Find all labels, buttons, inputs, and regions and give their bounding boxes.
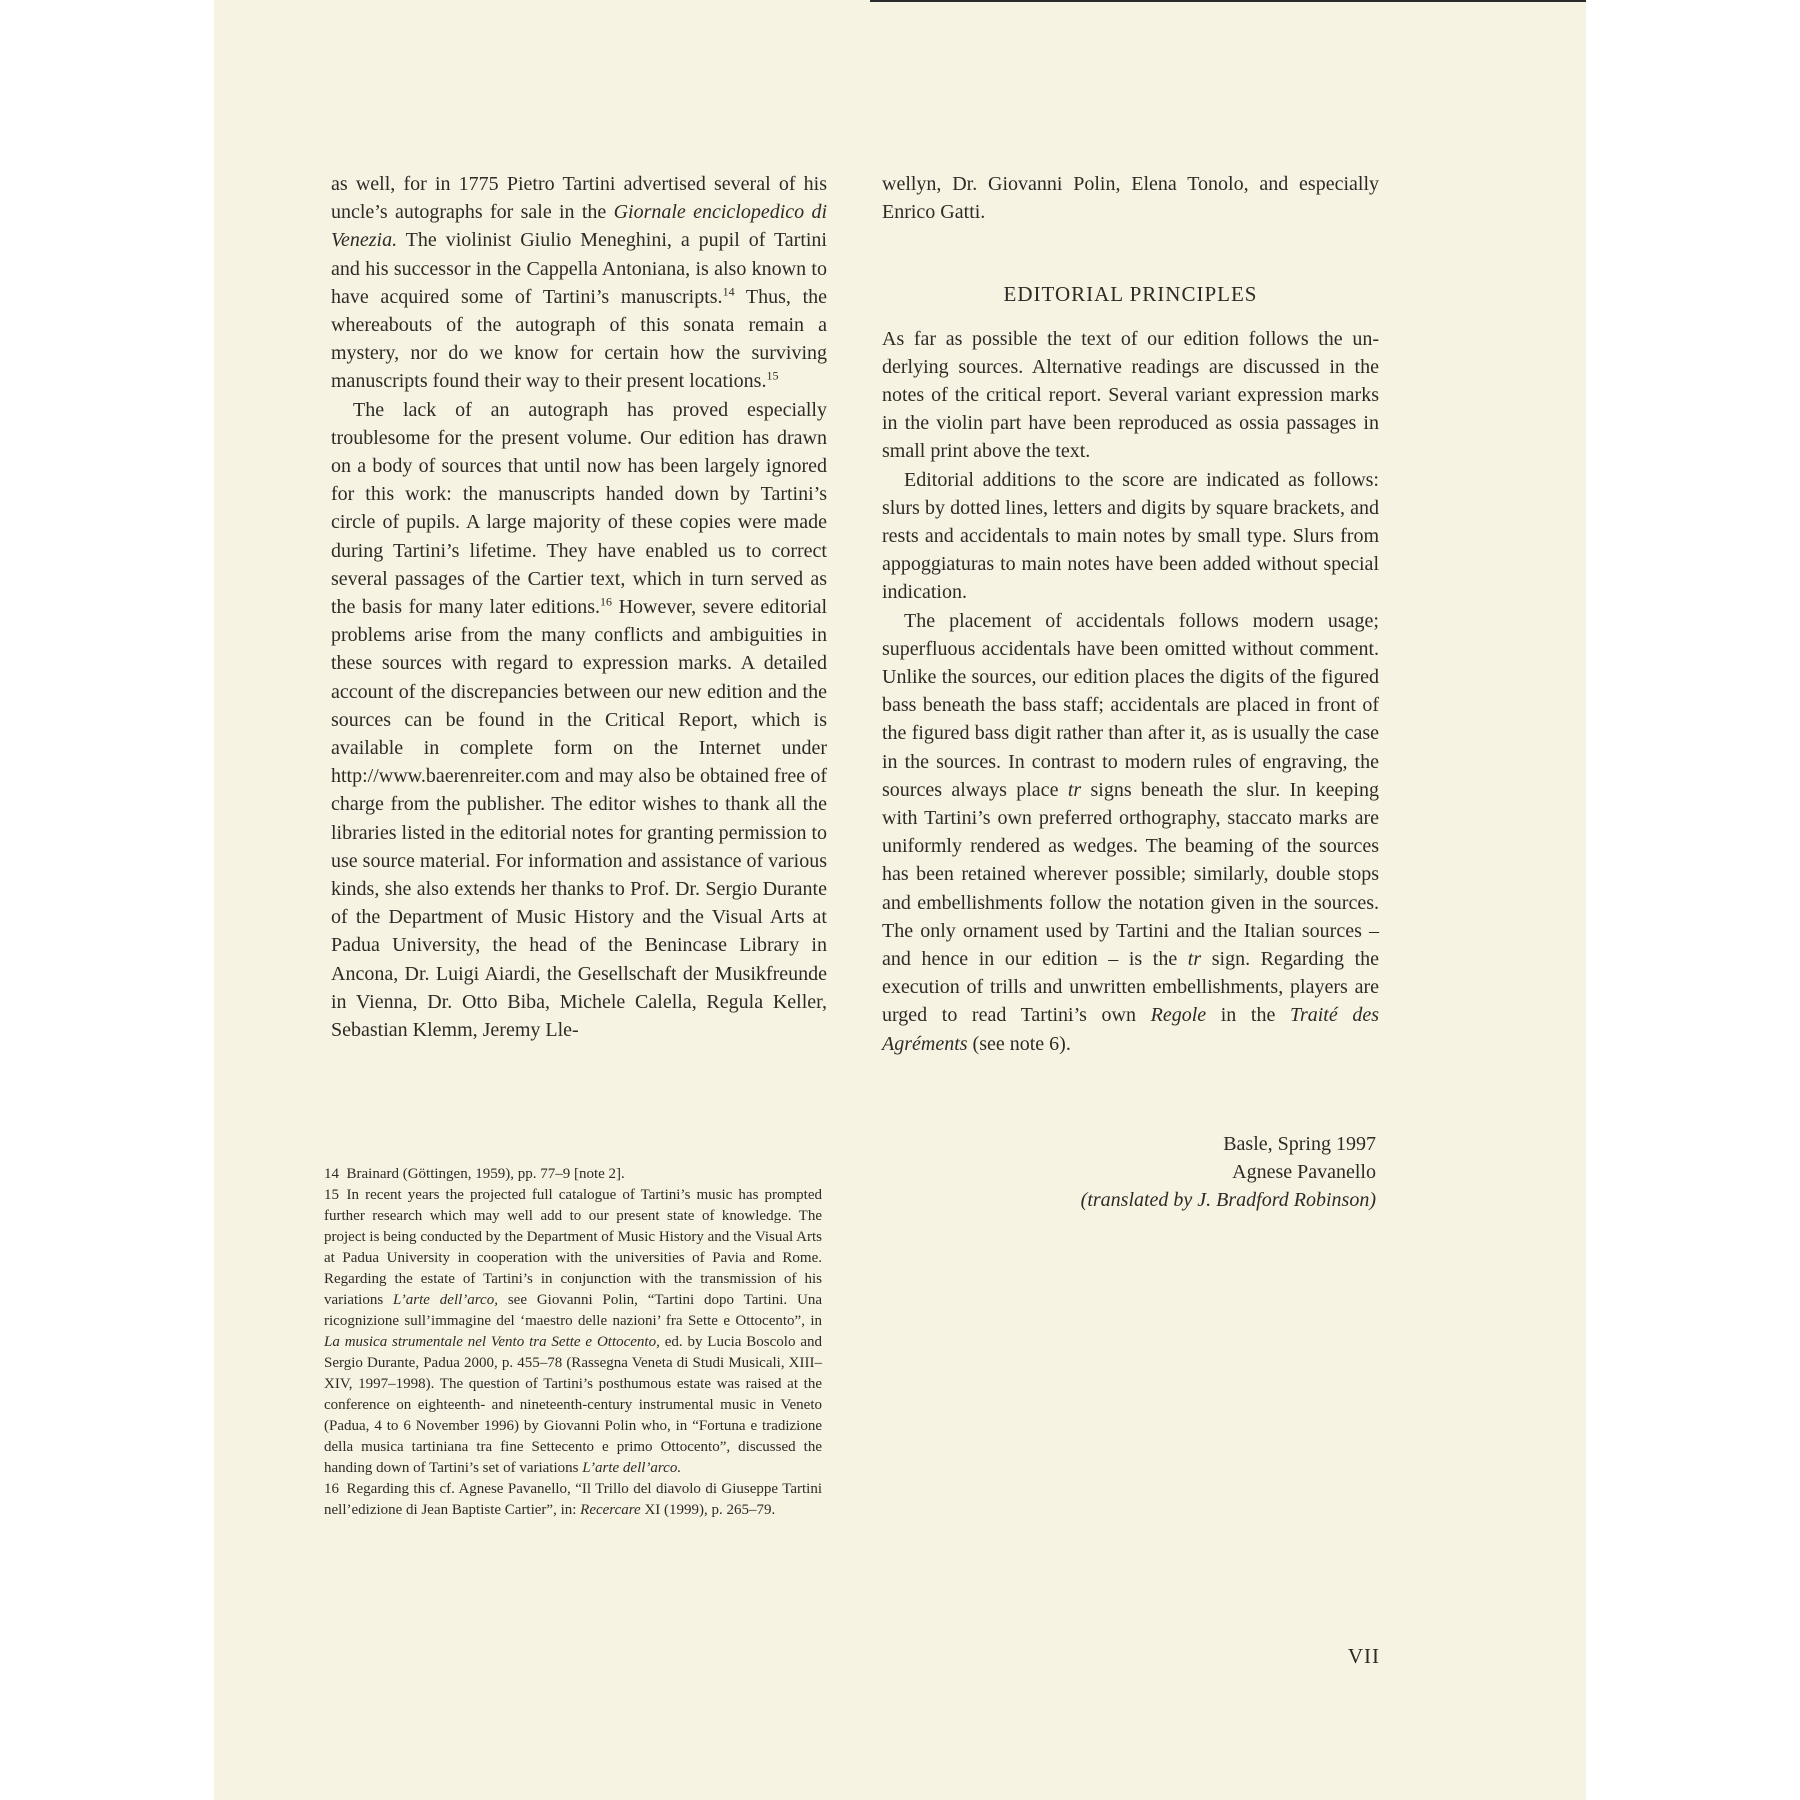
- paragraph: Editorial additions to the score are indicated as follows: slurs by dotted lines, letters and digits by square brackets, and rests and accidentals to main notes by small type. Slurs from appoggiaturas to main notes have been added without special indication.: [882, 468, 1379, 604]
- footnote-ref-14: 14: [722, 284, 735, 299]
- paragraph: as well, for in 1775 Pietro Tartini advertised several of his uncle’s autographs for sale in the Giornale enciclopedico di Venezia. The violinist Giulio Meneghini, a pupil of Tartini and his successor in the Cappella Antoniana, is also known to have acquired some of Tartini’s manuscripts.$^{14}$ Thus, the whereabouts of the autograph of this sonata remain a mystery, nor do we know for certain how the surviving manuscripts found their way to their present locations.$^{15}$: [331, 173, 828, 393]
- paragraph: wellyn, Dr. Giovanni Polin, Elena Tonolo, and especially Enrico Gatti.: [882, 173, 1379, 224]
- left-text-column: [331, 170, 827, 1044]
- author-name: Agnese Pavanello: [1232, 1161, 1376, 1184]
- top-edge-rule: [870, 0, 1586, 2]
- paragraph: The lack of an autograph has proved especially troublesome for the present volume. Our edition has drawn on a body of sources that until now has been largely ignored for this work: the manuscripts handed down by Tartini’s circle of pupils. A large majority of these copies were made during Tartini’s lifetime. They have enabled us to correct several passages of the Cartier text, which in turn served as the basis for many later editions.$^{16}$ However, severe editorial problems arise from the many conflicts and ambiguities in these sources with regard to expression marks. A detailed account of the discrepancies between our new edition and the sources can be found in the Critical Report, which is available in complete form on the Internet under http://www.baerenreiter.com and may also be obtained free of charge from the publisher. The editor wishes to thank all the libraries listed in the editorial notes for granting permission to use source material. For information and assistance of various kinds, she also extends her thanks to Prof. Dr. Sergio Durante of the Department of Music History and the Visual Arts at Padua University, the head of the Benincase Library in Ancona, Dr. Luigi Aiardi, the Gesellschaft der Musikfreunde in Vienna, Dr. Otto Biba, Michele Calella, Regula Keller, Sebastian Klemm, Jeremy Lle-: [331, 398, 828, 1042]
- place-date: Basle, Spring 1997: [1223, 1133, 1376, 1155]
- paragraph: As far as possible the text of our edition follows the underlying sources. Alternative readings are discussed in the notes of the critical report. Several variant expression marks in the violin part have been reproduced as ossia passages in small print above the text.: [882, 327, 1379, 463]
- footnote-14: 14 Brainard (Göttingen, 1959), pp. 77–9 [note 2].: [324, 1166, 625, 1182]
- italic-title: Giornale enciclopedico di Venezia.: [331, 201, 827, 252]
- paragraph: The placement of accidentals follows modern usage; superfluous accidentals have been omitted without comment. Unlike the sources, our edition places the digits of the figured bass beneath the bass staff; accidentals are placed in front of the figured bass digit rather than after it, as is usually the case in the sources. In contrast to modern rules of engraving, the sources always place tr signs beneath the slur. In keeping with Tartini’s own preferred orthography, staccato marks are uniformly rendered as wedges. The beaming of the sources has been retained wherever possible; similarly, double stops and embellishments follow the notation given in the sources. The only ornament used by Tartini and the Italian sources – and hence in our edition – is the tr sign. Regarding the execution of trills and unwritten embellishments, players are urged to read Tartini’s own Regole in the Traité des Agréments (see note 6).: [882, 609, 1380, 1055]
- footnote-ref-15: 15: [766, 368, 779, 383]
- footnotes: [324, 1164, 822, 1521]
- footnote-15: 15 In recent years the projected full catalogue of Tartini’s music has prompted further research which may well add to our present state of knowledge. The project is being conducted by the Department of Music History and the Visual Arts at Padua University in cooperation with the universities of Pavia and Rome. Regarding the estate of Tartini’s in conjunction with the transmission of his variations L’arte dell’arco, see Giovanni Polin, “Tartini dopo Tartini. Una ricognizione sull’immagine del ‘maestro delle nazioni’ fra Sette e Ottocento”, in La musica strumentale nel Vento tra Sette e Ottocento, ed. by Lucia Boscolo and Sergio Durante, Padua 2000, p. 455–78 (Rassegna Veneta di Studi Musicali, XIII–XIV, 1997–1998). The question of Tartini’s posthumous estate was raised at the conference on eighteenth- and nineteenth-century instrumental music in Veneto (Padua, 4 to 6 November 1996) by Giovanni Polin who, in “Fortuna e tradizione della musica tartiniana tra fine Settecento e primo Ottocento”, discussed the handing down of Tartini’s set of variations L’arte dell’arco.: [324, 1187, 822, 1476]
- footnote-ref-16: 16: [600, 594, 613, 609]
- translator-credit: (translated by J. Bradford Robinson): [1080, 1189, 1376, 1212]
- signature-block: [882, 1130, 1376, 1215]
- section-heading: EDITORIAL PRINCIPLES: [1003, 282, 1258, 307]
- footnote-16: 16 Regarding this cf. Agnese Pavanello, “Il Trillo del diavolo di Giuseppe Tartini nell’edizione di Jean Baptiste Cartier”, in: Recercare XI (1999), p. 265–79.: [324, 1481, 822, 1518]
- page-number: VII: [1347, 1644, 1380, 1668]
- right-text-column: [882, 170, 1379, 1058]
